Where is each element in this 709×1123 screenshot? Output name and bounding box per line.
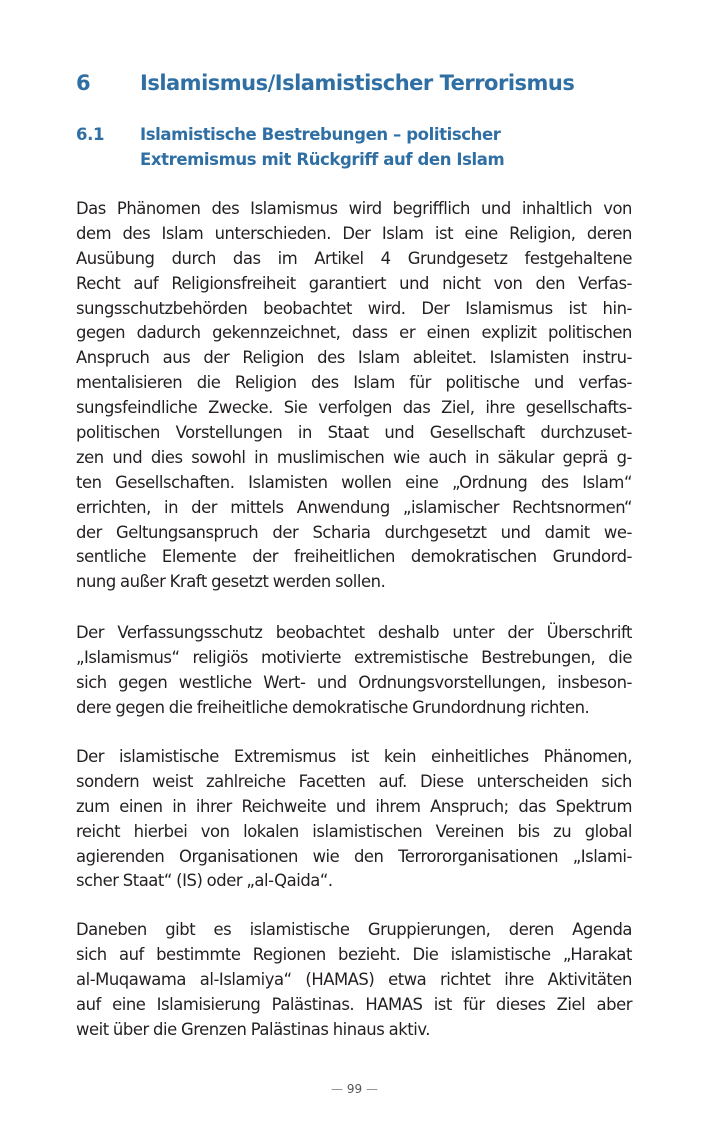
chapter-number: 6 bbox=[76, 71, 91, 95]
text-line: Daneben gibt es islamistische Gruppierungen, deren Agenda bbox=[76, 920, 632, 939]
text-line: Anspruch aus der Religion des Islam ableitet. Islamisten instru- bbox=[76, 348, 632, 368]
text-line: auf eine Islamisierung Palästinas. HAMAS ist für dieses Ziel aber bbox=[76, 994, 632, 1014]
text-line: scher Staat“ (IS) oder „al-Qaida“. bbox=[76, 871, 333, 891]
section-title-line: Islamistische Bestrebungen – politischer bbox=[140, 125, 501, 144]
text-line: Das Phänomen des Islamismus wird begrifflich und inhaltlich von bbox=[76, 199, 632, 218]
text-line: Recht auf Religionsfreiheit garantiert und nicht von den Verfas- bbox=[76, 273, 632, 293]
text-line: dere gegen die freiheitliche demokratische Grundordnung richten. bbox=[76, 697, 590, 717]
text-line: Ausübung durch das im Artikel 4 Grundgesetz festgehaltene bbox=[76, 248, 632, 268]
text-line: dem des Islam unterschieden. Der Islam ist eine Religion, deren bbox=[76, 223, 632, 243]
text-line: der Geltungsanspruch der Scharia durchgesetzt und damit we- bbox=[76, 522, 632, 542]
text-line: al-Muqawama al-Islamiya“ (HAMAS) etwa richtet ihre Aktivitäten bbox=[76, 969, 632, 989]
text-line: „Islamismus“ religiös motivierte extremistische Bestrebungen, die bbox=[76, 647, 632, 667]
text-line: sentliche Elemente der freiheitlichen demokratischen Grundord- bbox=[76, 547, 632, 567]
text-line: agierenden Organisationen wie den Terrororganisationen „Islami- bbox=[76, 846, 632, 866]
text-line: nung außer Kraft gesetzt werden sollen. bbox=[76, 572, 386, 592]
page-footer bbox=[0, 1082, 709, 1096]
text-line: sondern weist zahlreiche Facetten auf. Diese unterscheiden sich bbox=[76, 771, 632, 791]
text-line: gegen dadurch gekennzeichnet, dass er einen explizit politischen bbox=[76, 323, 632, 343]
footer-dash-right: — bbox=[365, 1082, 378, 1096]
section-number: 6.1 bbox=[76, 125, 105, 144]
section-title-line: Extremismus mit Rückgriff auf den Islam bbox=[140, 150, 505, 169]
chapter-title: Islamismus/Islamistischer Terrorismus bbox=[140, 71, 575, 95]
paragraph-3 bbox=[76, 745, 632, 894]
text-line: errichten, in der mittels Anwendung „islamischer Rechtsnormen“ bbox=[76, 497, 632, 517]
section-title bbox=[140, 122, 580, 172]
text-line: mentalisieren die Religion des Islam für politische und verfas- bbox=[76, 373, 632, 393]
text-line: zen und dies sowohl in muslimischen wie auch in säkular geprä g- bbox=[76, 447, 632, 467]
text-line: sungsschutzbehörden beobachtet wird. Der Islamismus ist hin- bbox=[76, 298, 632, 318]
text-line: zum einen in ihrer Reichweite und ihrem Anspruch; das Spektrum bbox=[76, 796, 632, 816]
paragraph-4 bbox=[76, 918, 632, 1042]
text-line: Der islamistische Extremismus ist kein einheitliches Phänomen, bbox=[76, 747, 632, 766]
paragraph-2 bbox=[76, 621, 632, 721]
paragraph-1 bbox=[76, 197, 632, 595]
text-line: Der Verfassungsschutz beobachtet deshalb unter der Überschrift bbox=[76, 623, 632, 642]
text-line: ten Gesellschaften. Islamisten wollen eine „Ordnung des Islam“ bbox=[76, 472, 632, 492]
text-line: politischen Vorstellungen in Staat und Gesellschaft durchzuset- bbox=[76, 423, 632, 443]
text-line: sungsfeindliche Zwecke. Sie verfolgen das Ziel, ihre gesellschafts- bbox=[76, 398, 632, 418]
text-line: sich auf bestimmte Regionen bezieht. Die islamistische „Harakat bbox=[76, 944, 632, 964]
text-line: sich gegen westliche Wert- und Ordnungsvorstellungen, insbeson- bbox=[76, 672, 632, 692]
text-line: weit über die Grenzen Palästinas hinaus aktiv. bbox=[76, 1019, 431, 1039]
footer-dash-left: — bbox=[331, 1082, 344, 1096]
page-number: 99 bbox=[346, 1082, 363, 1096]
text-line: reicht hierbei von lokalen islamistischen Vereinen bis zu global bbox=[76, 821, 632, 841]
